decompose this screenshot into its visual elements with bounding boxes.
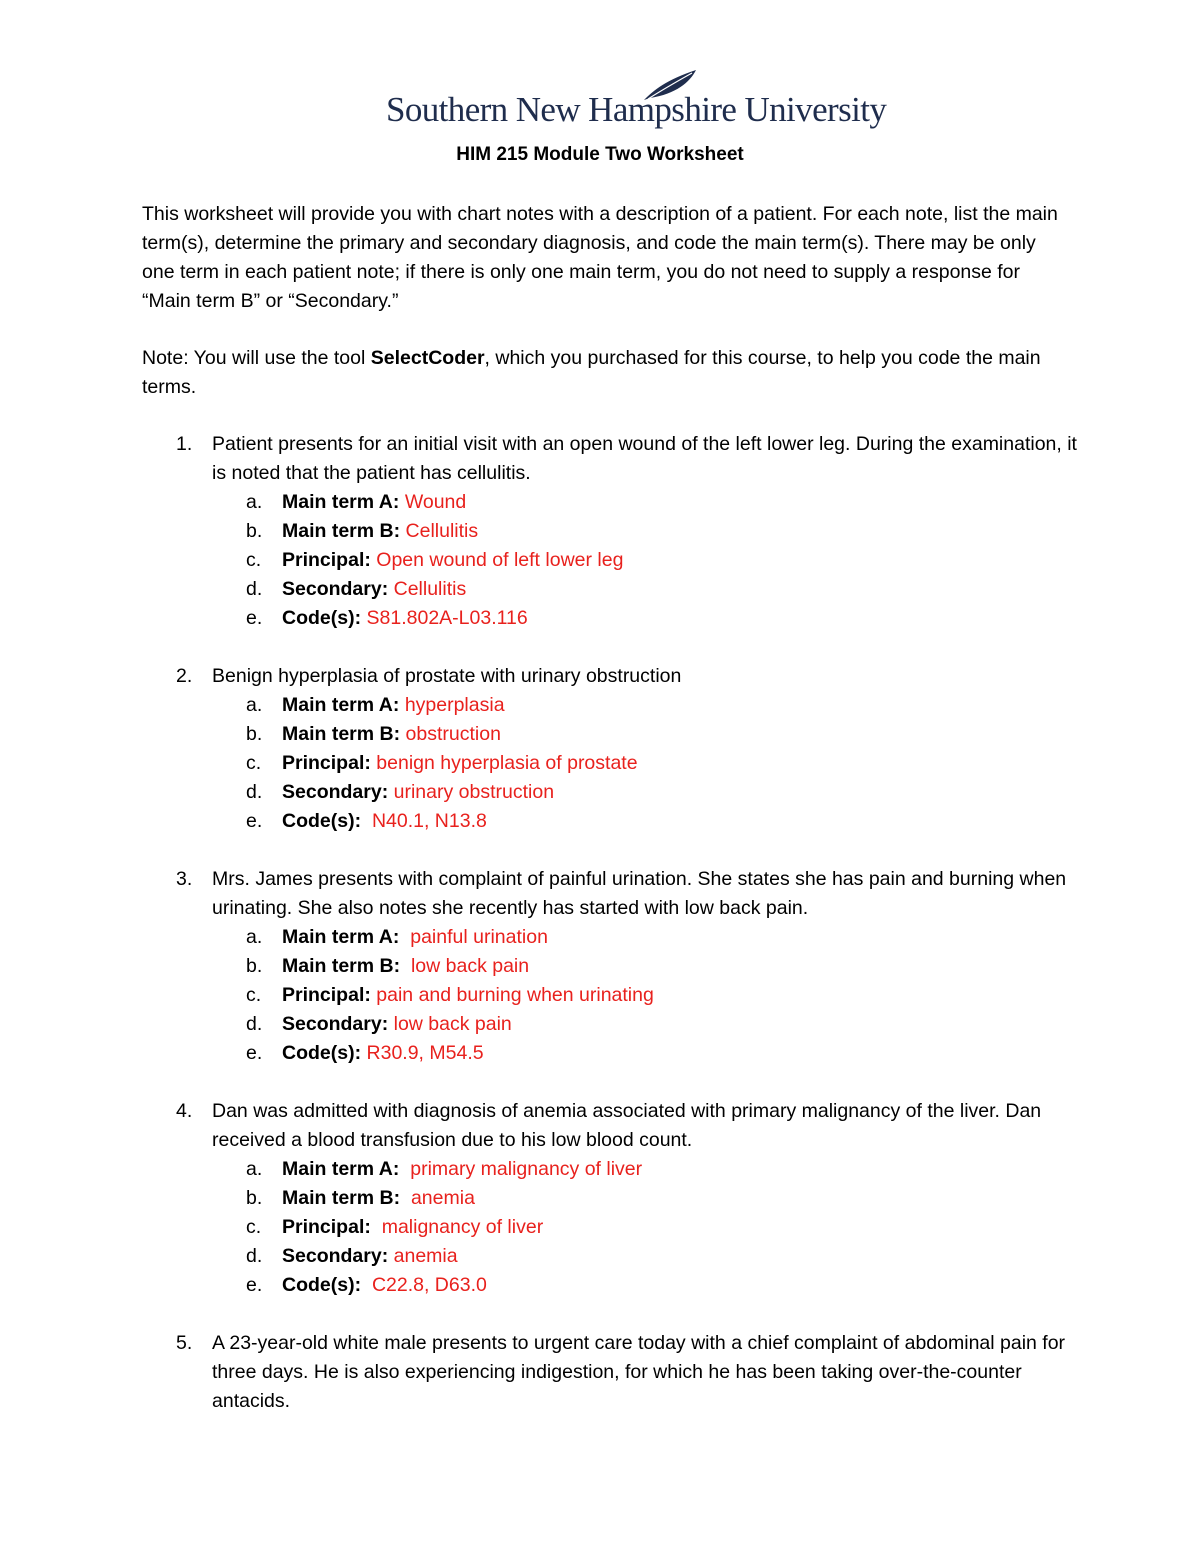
- answer-separator: :: [354, 607, 367, 629]
- question-text: Mrs. James presents with complaint of painful urination. She states she has pain and burning when urinating. She also notes she recently has started with low back pain.: [212, 868, 1067, 919]
- answer-item: [212, 1155, 1082, 1184]
- answer-item: [212, 546, 1082, 575]
- answer-separator: :: [392, 1158, 411, 1180]
- answer-value: hyperplasia: [404, 694, 505, 716]
- answer-letter: b.: [246, 723, 263, 745]
- answer-letter: e.: [246, 607, 263, 629]
- answer-item: [212, 1039, 1082, 1068]
- answer-separator: :: [392, 926, 411, 948]
- question-text: Dan was admitted with diagnosis of anemia associated with primary malignancy of the liver. Dan received a blood transfusion due to his low blood count.: [212, 1100, 1042, 1151]
- page-title: HIM 215 Module Two Worksheet: [456, 144, 744, 165]
- answer-letter: e.: [246, 1042, 263, 1064]
- question-item: [142, 430, 1082, 633]
- answer-letter: d.: [246, 1245, 263, 1267]
- answer-item: [212, 517, 1082, 546]
- answer-value: malignancy of liver: [381, 1216, 544, 1238]
- answer-letter: a.: [246, 1158, 263, 1180]
- answer-value: benign hyperplasia of prostate: [376, 752, 638, 774]
- question-item: [142, 1097, 1082, 1300]
- note-suffix: , which you purchased for this course, to help you code the main terms.: [142, 347, 1041, 398]
- answer-item: [212, 1213, 1082, 1242]
- answer-value: anemia: [393, 1245, 458, 1267]
- answer-label: Principal:: [282, 549, 371, 571]
- answer-letter: a.: [246, 926, 263, 948]
- answer-label: Code(s): [282, 607, 355, 629]
- answer-label: Code(s): [282, 1274, 355, 1296]
- note-prefix: Note: You will use the tool: [142, 347, 371, 369]
- answer-label: Main term B: [282, 520, 394, 542]
- answer-letter: c.: [246, 1216, 262, 1238]
- answer-value: Wound: [404, 491, 467, 513]
- answer-separator: :: [364, 752, 377, 774]
- answer-label: Main term B: [282, 1187, 394, 1209]
- answer-item: [212, 923, 1082, 952]
- answer-label: Secondary:: [282, 1013, 389, 1035]
- answer-letter: c.: [246, 549, 262, 571]
- answer-label: Principal: [282, 752, 365, 774]
- answer-letter: b.: [246, 1187, 263, 1209]
- answer-label: Secondary:: [282, 1245, 389, 1267]
- question-number: 2.: [176, 665, 193, 687]
- answer-item: [212, 604, 1082, 633]
- answer-label: Main term A: [282, 694, 393, 716]
- answer-letter: c.: [246, 752, 262, 774]
- answer-value: low back pain: [410, 955, 530, 977]
- answer-separator: :: [354, 1042, 367, 1064]
- answer-letter: a.: [246, 694, 263, 716]
- answer-letter: e.: [246, 810, 263, 832]
- note-tool-name: SelectCoder: [370, 347, 485, 369]
- intro-paragraph: This worksheet will provide you with chart notes with a description of a patient. For each note, list the main term(s), determine the primary and secondary diagnosis, and code the main term(s). There may be only one term in each patient note; if there is only one main term, you do not need to supply a response for “Main term B” or “Secondary.”: [142, 203, 1058, 312]
- answer-letter: a.: [246, 491, 263, 513]
- answer-value: urinary obstruction: [393, 781, 555, 803]
- answer-value: obstruction: [405, 723, 501, 745]
- answer-separator: :: [393, 723, 406, 745]
- answer-separator: :: [354, 810, 372, 832]
- answer-label: Main term A: [282, 926, 393, 948]
- answer-label: Main term A: [282, 491, 393, 513]
- answer-value: Cellulitis: [405, 520, 479, 542]
- question-list: [142, 430, 1082, 1445]
- question-text: A 23-year-old white male presents to urgent care today with a chief complaint of abdominal pain for three days. He is also experiencing indigestion, for which he has been taking over-the-counter antacids.: [212, 1332, 1066, 1412]
- answer-label: Code(s): [282, 1042, 355, 1064]
- answer-letter: e.: [246, 1274, 263, 1296]
- question-number: 3.: [176, 868, 193, 890]
- university-logo: [386, 68, 887, 138]
- answer-label: Secondary:: [282, 578, 389, 600]
- answer-value: N40.1, N13.8: [371, 810, 487, 832]
- answer-label: Principal:: [282, 984, 371, 1006]
- question-text: Benign hyperplasia of prostate with urinary obstruction: [212, 665, 682, 687]
- answer-item: [212, 1010, 1082, 1039]
- answer-item: [212, 1242, 1082, 1271]
- answer-value: Open wound of left lower leg: [376, 549, 624, 571]
- question-item: [142, 865, 1082, 1068]
- answer-separator: :: [393, 1187, 411, 1209]
- answer-item: [212, 1271, 1082, 1300]
- answer-value: pain and burning when urinating: [376, 984, 654, 1006]
- answer-item: [212, 807, 1082, 836]
- answer-value: S81.802A-L03.116: [366, 607, 528, 629]
- answer-item: [212, 778, 1082, 807]
- answer-label: Code(s): [282, 810, 355, 832]
- answer-letter: b.: [246, 520, 263, 542]
- answer-letter: b.: [246, 955, 263, 977]
- question-item: [142, 662, 1082, 836]
- answer-separator: :: [354, 1274, 372, 1296]
- question-number: 5.: [176, 1332, 193, 1354]
- answer-item: [212, 575, 1082, 604]
- answer-separator: :: [392, 491, 405, 513]
- answer-value: anemia: [410, 1187, 475, 1209]
- answer-letter: d.: [246, 781, 263, 803]
- logo-wordmark: Southern New Hampshire University: [386, 90, 887, 129]
- answer-separator: :: [393, 955, 411, 977]
- answer-label: Secondary:: [282, 781, 389, 803]
- answer-letter: d.: [246, 1013, 263, 1035]
- answer-item: [212, 720, 1082, 749]
- answer-letter: d.: [246, 578, 263, 600]
- answer-separator: :: [393, 520, 406, 542]
- answer-value: primary malignancy of liver: [410, 1158, 643, 1180]
- answer-value: Cellulitis: [393, 578, 467, 600]
- answer-label: Main term B: [282, 955, 394, 977]
- answer-separator: :: [392, 694, 405, 716]
- answer-letter: c.: [246, 984, 262, 1006]
- note-paragraph: [142, 344, 1072, 402]
- answer-label: Main term B: [282, 723, 394, 745]
- answer-value: C22.8, D63.0: [371, 1274, 487, 1296]
- answer-value: R30.9, M54.5: [366, 1042, 484, 1064]
- answer-value: low back pain: [393, 1013, 512, 1035]
- answer-item: [212, 488, 1082, 517]
- answer-item: [212, 1184, 1082, 1213]
- answer-value: painful urination: [410, 926, 548, 948]
- question-number: 1.: [176, 433, 193, 455]
- answer-separator: [371, 1216, 382, 1238]
- answer-item: [212, 749, 1082, 778]
- answer-item: [212, 691, 1082, 720]
- question-item: [142, 1329, 1082, 1416]
- answer-label: Main term A: [282, 1158, 393, 1180]
- answer-item: [212, 952, 1082, 981]
- question-number: 4.: [176, 1100, 193, 1122]
- answer-item: [212, 981, 1082, 1010]
- question-text: Patient presents for an initial visit with an open wound of the left lower leg. During the examination, it is noted that the patient has cellulitis.: [212, 433, 1077, 484]
- answer-label: Principal:: [282, 1216, 371, 1238]
